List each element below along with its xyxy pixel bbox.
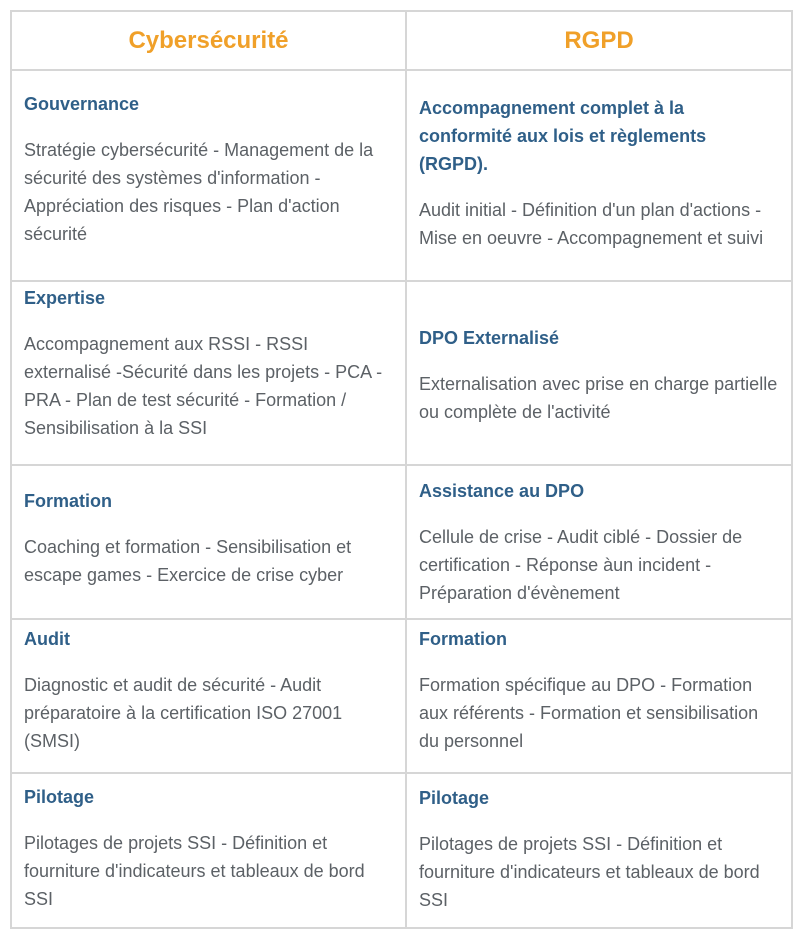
services-table — [10, 10, 793, 929]
cell-rgpd-accompagnement — [406, 70, 792, 281]
cell-description: Externalisation avec prise en charge partielle ou complète de l'activité — [419, 374, 778, 422]
cell-cyber-expertise — [11, 281, 406, 465]
cell-description: Pilotages de projets SSI - Définition et fourniture d'indicateurs et tableaux de bord SSI — [419, 833, 760, 910]
cell-cyber-formation — [11, 465, 406, 619]
cell-title: Expertise — [24, 288, 106, 308]
table-row — [11, 619, 792, 773]
cell-cyber-gouvernance — [11, 70, 406, 281]
cell-title: Gouvernance — [24, 93, 140, 114]
cell-description: Diagnostic et audit de sécurité - Audit préparatoire à la certification ISO 27001 (SMSI) — [24, 675, 343, 751]
cell-description: Accompagnement aux RSSI - RSSI externalisé -Sécurité dans les projets - PCA - PRA - Plan de test sécurité - Formation / Sensibilisation à la SSI — [24, 334, 383, 438]
cell-title: Formation — [419, 629, 507, 649]
cell-description: Formation spécifique au DPO - Formation aux référents - Formation et sensibilisation du personnel — [419, 675, 759, 751]
cell-title: Accompagnement complet à la conformité aux lois et règlements (RGPD). — [419, 97, 707, 174]
cell-title: Audit — [24, 629, 70, 649]
cell-title: Pilotage — [24, 786, 95, 807]
cell-cyber-audit — [11, 619, 406, 773]
table-row — [11, 465, 792, 619]
table-row — [11, 70, 792, 281]
table-row — [11, 773, 792, 928]
header-row — [11, 11, 792, 70]
cell-rgpd-pilotage — [406, 773, 792, 928]
cell-rgpd-assistance-dpo — [406, 465, 792, 619]
header-rgpd: RGPD — [406, 11, 792, 70]
cell-rgpd-formation — [406, 619, 792, 773]
cell-title: Formation — [24, 491, 112, 511]
cell-description: Pilotages de projets SSI - Définition et fourniture d'indicateurs et tableaux de bord SSI — [24, 832, 365, 909]
cell-cyber-pilotage — [11, 773, 406, 928]
cell-description: Cellule de crise - Audit ciblé - Dossier de certification - Réponse àun incident - Préparation d'évènement — [419, 527, 743, 603]
cell-rgpd-dpo-externalise — [406, 281, 792, 465]
cell-description: Stratégie cybersécurité - Management de la sécurité des systèmes d'information - Appréciation des risques - Plan d'action sécurité — [24, 139, 374, 244]
cell-title: DPO Externalisé — [419, 328, 560, 348]
cell-description: Coaching et formation - Sensibilisation et escape games - Exercice de crise cyber — [24, 537, 352, 585]
cell-title: Pilotage — [419, 787, 490, 808]
table-row — [11, 281, 792, 465]
cell-description: Audit initial - Définition d'un plan d'actions - Mise en oeuvre - Accompagnement et suivi — [419, 199, 764, 248]
cell-title: Assistance au DPO — [419, 481, 585, 501]
header-cybersecurite: Cybersécurité — [11, 11, 406, 70]
